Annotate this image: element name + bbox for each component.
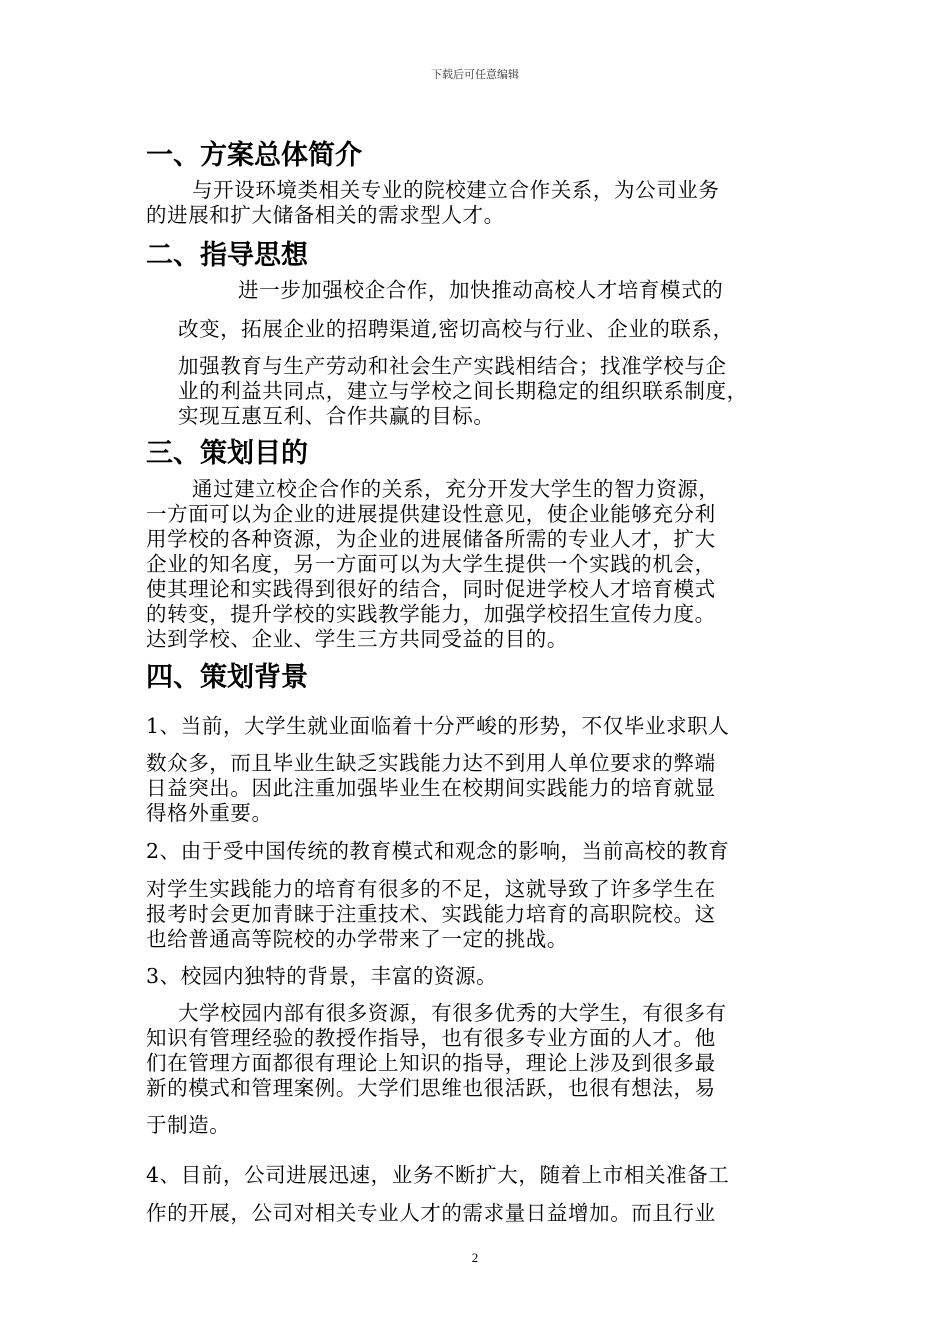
paragraph-line: 使其理论和实践得到很好的结合，同时促进学校人才培育模式 xyxy=(146,577,716,601)
paragraph-line: 加强教育与生产劳动和社会生产实践相结合；找准学校与企 xyxy=(178,354,727,378)
paragraph-line: 2、由于受中国传统的教育模式和观念的影响，当前高校的教育 xyxy=(146,839,730,863)
page-header: 下载后可任意编辑 xyxy=(431,68,519,81)
paragraph-line: 也给普通高等院校的办学带来了一定的挑战。 xyxy=(146,927,568,951)
paragraph-line: 3、校园内独特的背景，丰富的资源。 xyxy=(146,964,498,988)
paragraph-line: 企业的知名度，另一方面可以为大学生提供一个实践的机会， xyxy=(146,552,716,576)
paragraph-line: 实现互惠互利、合作共赢的目标。 xyxy=(178,404,495,428)
paragraph-line: 的进展和扩大储备相关的需求型人才。 xyxy=(146,203,505,227)
paragraph-line: 用学校的各种资源，为企业的进展储备所需的专业人才，扩大 xyxy=(146,527,716,551)
paragraph-line: 改变，拓展企业的招聘渠道,密切高校与行业、企业的联系， xyxy=(178,317,734,341)
paragraph-line: 4、目前，公司进展迅速，业务不断扩大，随着上市相关准备工 xyxy=(146,1163,730,1187)
paragraph-line: 得格外重要。 xyxy=(146,801,273,825)
paragraph-line: 的转变，提升学校的实践教学能力，加强学校招生宣传力度。 xyxy=(146,602,716,626)
section-heading-purpose: 三、策划目的 xyxy=(146,438,308,469)
paragraph-line: 日益突出。因此注重加强毕业生在校期间实践能力的培育就显 xyxy=(146,776,716,800)
paragraph-line: 知识有管理经验的教授作指导，也有很多专业方面的人才。他 xyxy=(146,1026,716,1050)
section-heading-background: 四、策划背景 xyxy=(146,662,308,693)
paragraph-line: 业的利益共同点，建立与学校之间长期稳定的组织联系制度， xyxy=(178,379,748,403)
paragraph-line: 一方面可以为企业的进展提供建设性意见，使企业能够充分利 xyxy=(146,502,716,526)
paragraph-line: 大学校园内部有很多资源，有很多优秀的大学生，有很多有 xyxy=(178,1001,727,1025)
paragraph-line: 报考时会更加青睐于注重技术、实践能力培育的高职院校。这 xyxy=(146,902,716,926)
paragraph-line: 对学生实践能力的培育有很多的不足，这就导致了许多学生在 xyxy=(146,877,716,901)
paragraph-line: 们在管理方面都很有理论上知识的指导，理论上涉及到很多最 xyxy=(146,1051,716,1075)
paragraph-line: 1、当前，大学生就业面临着十分严峻的形势，不仅毕业求职人 xyxy=(146,714,730,738)
paragraph-line: 新的模式和管理案例。大学们思维也很活跃，也很有想法，易 xyxy=(146,1076,716,1100)
paragraph-line: 与开设环境类相关专业的院校建立合作关系，为公司业务 xyxy=(192,178,720,202)
paragraph-line: 通过建立校企合作的关系，充分开发大学生的智力资源， xyxy=(192,477,720,501)
paragraph-line: 作的开展，公司对相关专业人才的需求量日益增加。而且行业 xyxy=(146,1201,716,1225)
paragraph-line: 数众多，而且毕业生缺乏实践能力达不到用人单位要求的弊端 xyxy=(146,751,716,775)
section-heading-overview: 一、方案总体简介 xyxy=(146,140,362,171)
page-number: 2 xyxy=(471,1250,479,1265)
paragraph-line: 达到学校、企业、学生三方共同受益的目的。 xyxy=(146,627,568,651)
section-heading-guiding-thought: 二、指导思想 xyxy=(146,240,308,271)
paragraph-line: 进一步加强校企合作，加快推动高校人才培育模式的 xyxy=(238,278,724,302)
paragraph-line: 于制造。 xyxy=(146,1113,231,1137)
